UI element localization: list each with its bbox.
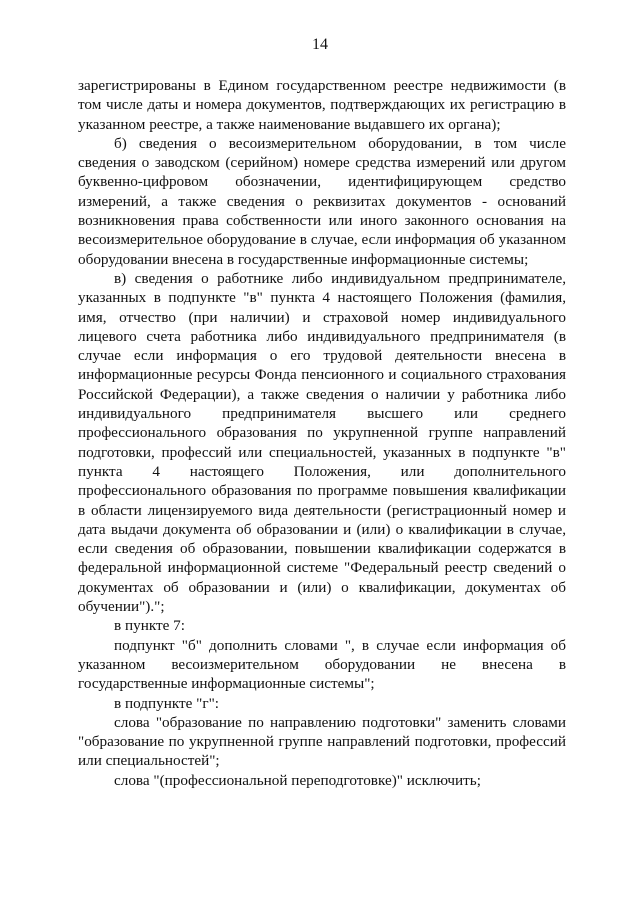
- document-body: [78, 76, 566, 790]
- page-number: 14: [312, 36, 328, 53]
- paragraph-subpoint-g: в подпункте "г":: [114, 694, 220, 712]
- paragraph-exclude-words: слова "(профессиональной переподготовке)" исключить;: [114, 771, 481, 789]
- paragraph-item-b: б) сведения о весоизмерительном оборудовании, в том числе сведения о заводском (серийном) номере средства измерений или другом буквенно-цифровом обозначении, идентифицирующем средство измерений, а также сведения о реквизитах документов - оснований возникновения права собственности или иного законного основания на весоизмерительное оборудование в случае, если информация об указанном оборудовании внесена в государственные информационные системы;: [78, 134, 566, 268]
- paragraph-replace-words: слова "образование по направлению подготовки" заменить словами "образование по укрупненной группе направлений подготовки, профессий или специальностей";: [78, 713, 566, 770]
- paragraph-subpoint-b: подпункт "б" дополнить словами ", в случае если информация об указанном весоизмерительном оборудовании не внесена в государственные информационные системы";: [78, 636, 566, 693]
- paragraph-point-7: в пункте 7:: [114, 617, 185, 635]
- paragraph-continuation: зарегистрированы в Едином государственном реестре недвижимости (в том числе даты и номера документов, подтверждающих их регистрацию в указанном реестре, а также наименование выдавшего их органа);: [78, 77, 566, 133]
- paragraph-item-v: в) сведения о работнике либо индивидуальном предпринимателе, указанных в подпункте "в" пункта 4 настоящего Положения (фамилия, имя, отчество (при наличии) и страховой номер индивидуального лицевого счета работника либо индивидуального предпринимателя (в случае если информация о его трудовой деятельности внесена в информационные ресурсы Фонда пенсионного и социального страхования Российской Федерации), а также сведения о наличии у работника либо индивидуального предпринимателя высшего или среднего профессионального образования по укрупненной группе направлений подготовки, профессий или специальностей, указанных в подпункте "в" пункта 4 настоящего Положения, или дополнительного профессионального образования по программе повышения квалификации в области лицензируемого вида деятельности (регистрационный номер и дата выдачи документа об образовании и (или) о квалификации в случае, если сведения об образовании, повышении квалификации содержатся в федеральной информационной системе "Федеральный реестр сведений о документах об образовании и (или) о квалификации, документах об обучении").";: [78, 269, 566, 616]
